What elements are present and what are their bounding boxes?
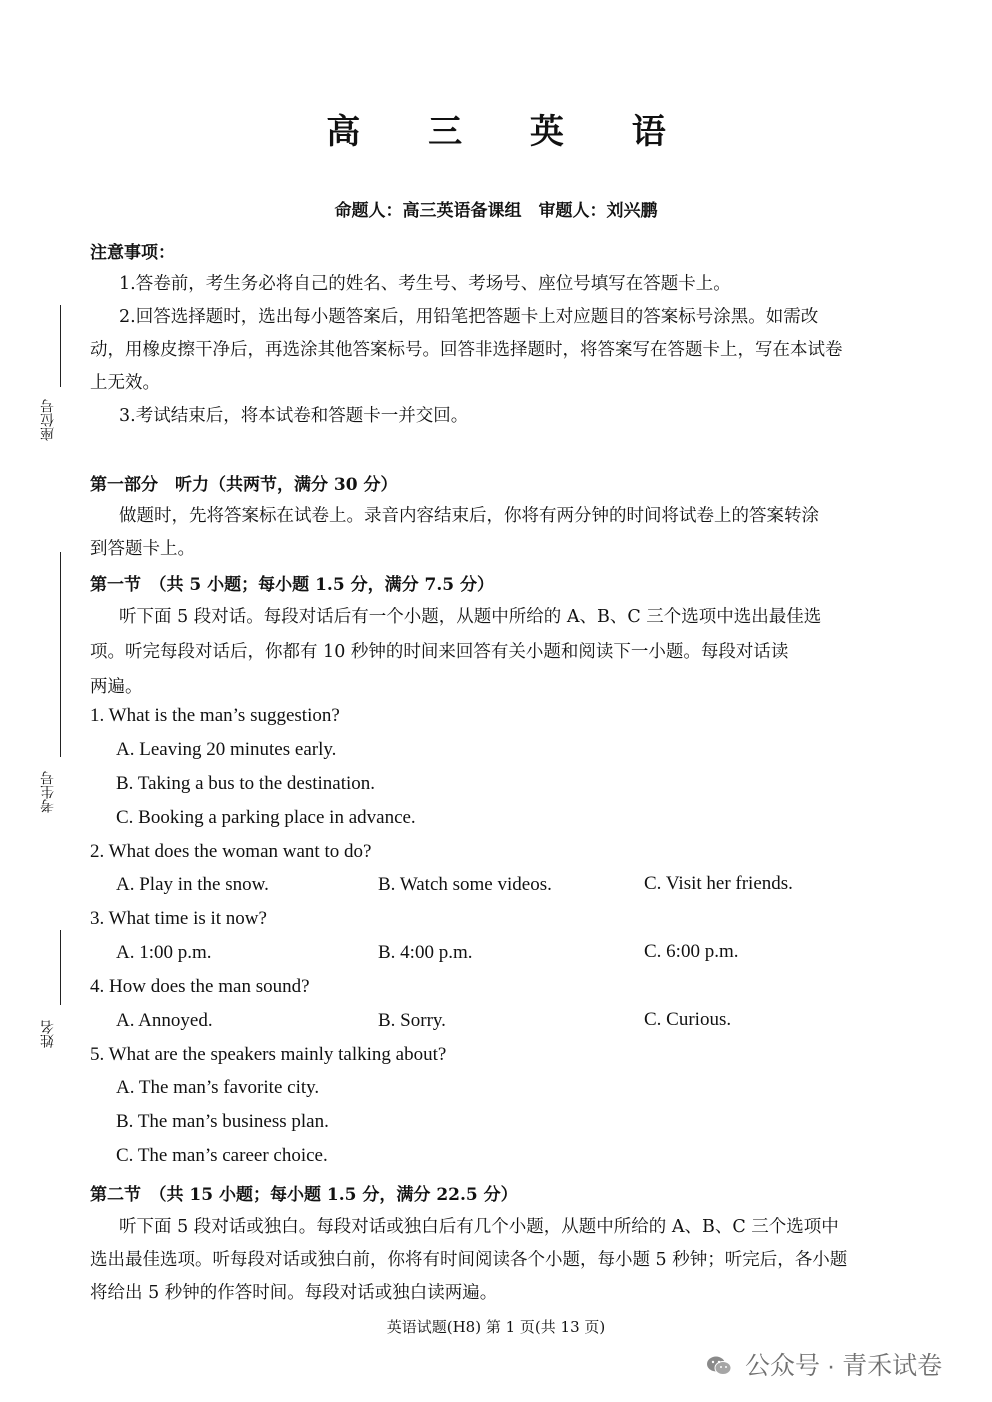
page-title: 高 三 英 语 <box>326 112 694 152</box>
option-b: B. The man’s business plan. <box>116 1111 329 1132</box>
exam-no-label: 考生号 <box>40 771 56 813</box>
option-b: B. Sorry. <box>378 1010 446 1031</box>
question-stem: 2. What does the woman want to do? <box>90 841 372 862</box>
part1-intro-line: 做题时，先将答案标在试卷上。录音内容结束后，你将有两分钟的时间将试卷上的答案转涂 <box>119 506 819 526</box>
option-a: A. 1:00 p.m. <box>116 942 212 963</box>
option-a: A. Leaving 20 minutes early. <box>116 739 337 760</box>
name-label: 姓名 <box>40 1020 56 1048</box>
authors-line: 命题人：高三英语备课组 审题人：刘兴鹏 <box>334 201 658 221</box>
name-line <box>60 930 61 1005</box>
notice-heading: 注意事项： <box>90 243 175 263</box>
question-stem: 3. What time is it now? <box>90 908 267 929</box>
section2-intro-line: 选出最佳选项。听每段对话或独白前，你将有时间阅读各个小题，每小题 5 秒钟；听完后，各小题 <box>90 1250 848 1270</box>
section2-heading: 第二节 （共 15 小题；每小题 1.5 分，满分 22.5 分） <box>90 1185 518 1205</box>
section1-intro-line: 听下面 5 段对话。每段对话后有一个小题，从题中所给的 A、B、C 三个选项中选出最佳选 <box>119 607 822 627</box>
option-a: A. The man’s favorite city. <box>116 1077 320 1098</box>
option-c: C. Visit her friends. <box>644 873 793 894</box>
section2-intro-line: 听下面 5 段对话或独白。每段对话或独白后有几个小题，从题中所给的 A、B、C 三个选项中 <box>119 1217 839 1237</box>
part1-heading: 第一部分 听力（共两节，满分 30 分） <box>90 475 398 495</box>
watermark-text: 公众号 · 青禾试卷 <box>744 1352 943 1380</box>
notice-item: 上无效。 <box>90 373 160 393</box>
option-c: C. The man’s career choice. <box>116 1145 328 1166</box>
option-b: B. Taking a bus to the destination. <box>116 773 376 794</box>
option-c: C. 6:00 p.m. <box>644 941 739 962</box>
section1-heading: 第一节 （共 5 小题；每小题 1.5 分，满分 7.5 分） <box>90 575 494 595</box>
option-a: A. Play in the snow. <box>116 874 269 895</box>
option-b: B. 4:00 p.m. <box>378 942 473 963</box>
notice-item: 3.考试结束后，将本试卷和答题卡一并交回。 <box>119 406 469 426</box>
notice-item: 动，用橡皮擦干净后，再选涂其他答案标号。回答非选择题时，将答案写在答题卡上，写在本试卷 <box>90 340 843 360</box>
section1-intro-line: 项。听完每段对话后，你都有 10 秒钟的时间来回答有关小题和阅读下一小题。每段对话读 <box>90 642 789 662</box>
notice-item: 1.答卷前，考生务必将自己的姓名、考生号、考场号、座位号填写在答题卡上。 <box>119 274 731 294</box>
question-stem: 4. How does the man sound? <box>90 976 310 997</box>
option-b: B. Watch some videos. <box>378 874 552 895</box>
seat-line <box>60 305 61 387</box>
page-footer: 英语试题(H8) 第 1 页(共 13 页) <box>386 1318 606 1336</box>
exam-no-line <box>60 552 61 757</box>
question-stem: 1. What is the man’s suggestion? <box>90 705 340 726</box>
wechat-icon <box>706 1355 732 1377</box>
notice-item: 2.回答选择题时，选出每小题答案后，用铅笔把答题卡上对应题目的答案标号涂黑。如需改 <box>119 307 819 327</box>
seat-label: 座位号 <box>40 399 56 441</box>
section2-intro-line: 将给出 5 秒钟的作答时间。每段对话或独白读两遍。 <box>90 1283 498 1303</box>
part1-intro-line: 到答题卡上。 <box>90 539 195 559</box>
watermark <box>706 1346 942 1382</box>
option-a: A. Annoyed. <box>116 1010 213 1031</box>
question-stem: 5. What are the speakers mainly talking about? <box>90 1044 447 1065</box>
option-c: C. Curious. <box>644 1009 732 1030</box>
option-c: C. Booking a parking place in advance. <box>116 807 416 828</box>
section1-intro-line: 两遍。 <box>90 677 143 697</box>
